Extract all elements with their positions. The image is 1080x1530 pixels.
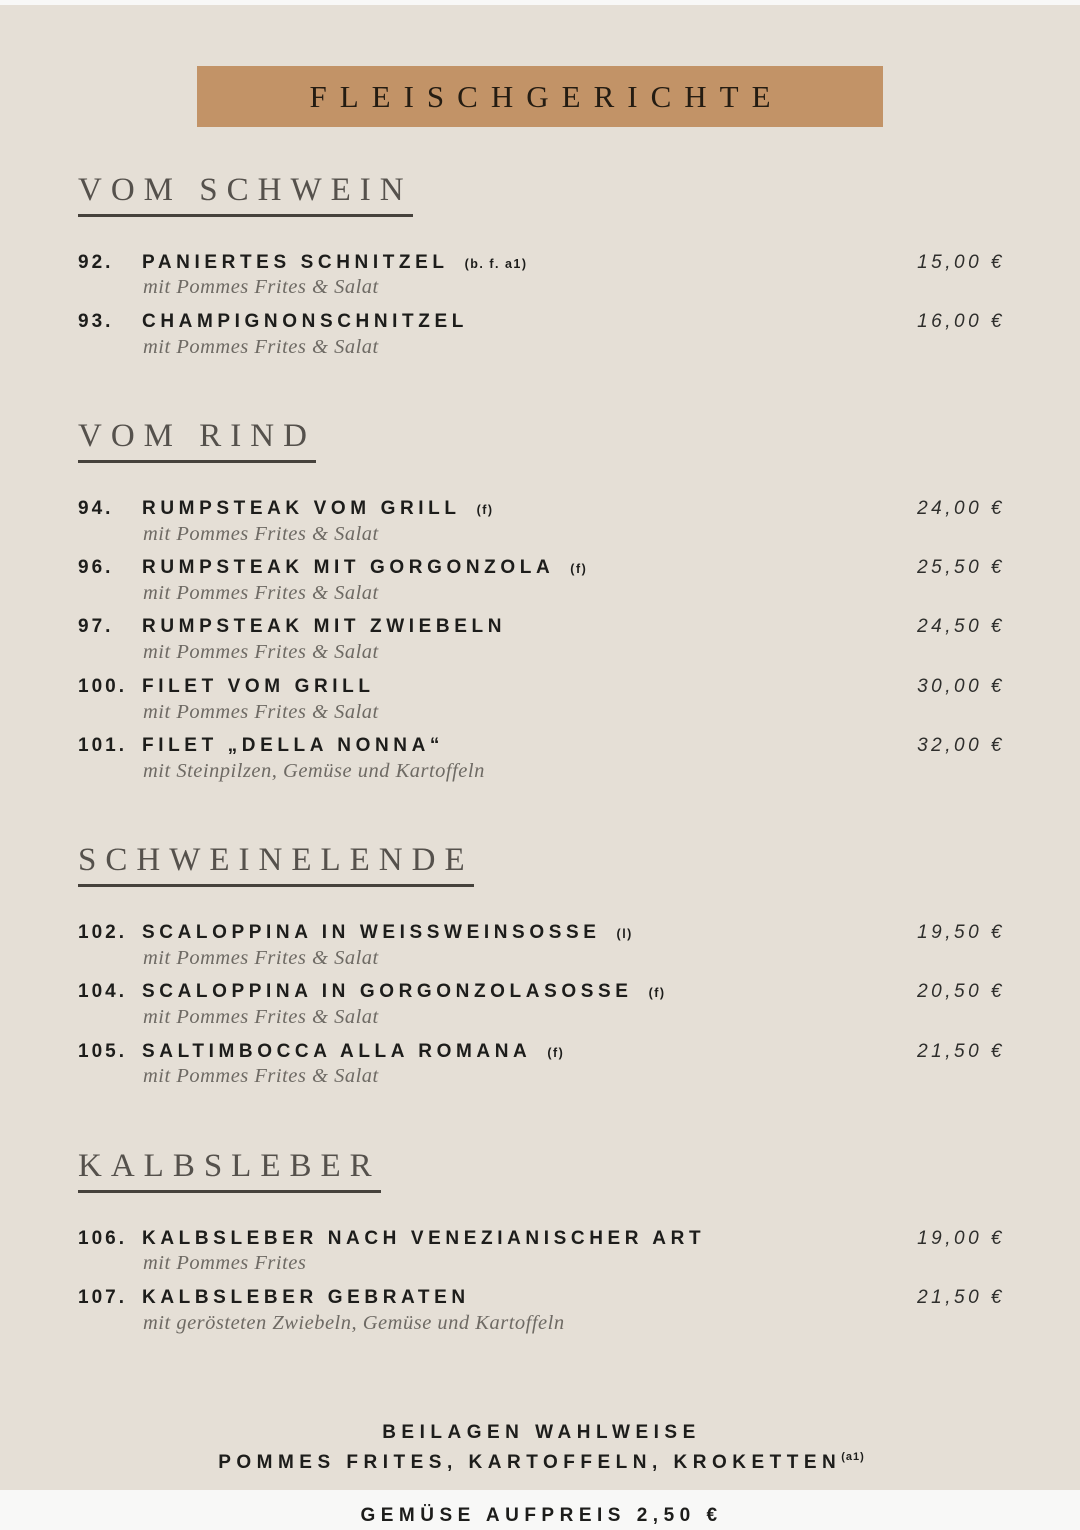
item-name: RUMPSTEAK MIT GORGONZOLA [142, 557, 555, 579]
item-description: mit Steinpilzen, Gemüse und Kartoffeln [143, 759, 485, 782]
menu-content [78, 127, 1005, 1530]
footer-sides-title: BEILAGEN WAHLWEISE [382, 1422, 701, 1444]
menu-item-102 [78, 921, 1005, 969]
item-price: 20,50 € [917, 981, 1005, 1003]
page-title: FLEISCHGERICHTE [309, 78, 784, 114]
item-description: mit Pommes Frites & Salat [143, 641, 379, 664]
item-name: SCALOPPINA IN GORGONZOLASOSSE [142, 981, 633, 1003]
item-price: 21,50 € [917, 1286, 1005, 1308]
section-schweinelende [78, 793, 1005, 1088]
item-name: KALBSLEBER GEBRATEN [142, 1286, 470, 1308]
allergen-note: (f) [547, 1045, 565, 1060]
item-price: 32,00 € [917, 735, 1005, 757]
item-price: 24,00 € [917, 497, 1005, 519]
section-heading: SCHWEINELENDE [78, 843, 474, 887]
item-number: 94. [78, 497, 114, 519]
item-number: 107. [78, 1286, 127, 1308]
menu-item-101 [78, 734, 1005, 782]
item-price: 16,00 € [917, 310, 1005, 332]
allergen-note: (f) [476, 502, 494, 517]
section-kalbsleber [78, 1099, 1005, 1334]
item-description: mit Pommes Frites & Salat [143, 335, 379, 358]
item-name: RUMPSTEAK MIT ZWIEBELN [142, 616, 507, 638]
allergen-note: (l) [616, 927, 633, 941]
item-name: KALBSLEBER NACH VENEZIANISCHER ART [142, 1227, 706, 1249]
menu-item-105 [78, 1040, 1005, 1088]
item-name: FILET „DELLA NONNA“ [142, 735, 445, 757]
item-number: 102. [78, 922, 127, 943]
item-description: mit Pommes Frites [143, 1252, 307, 1275]
menu-item-96 [78, 556, 1005, 604]
footer-allergen-sup: (a1) [841, 1450, 865, 1463]
footer-vegetable-surcharge: GEMÜSE AUFPREIS 2,50 € [360, 1505, 723, 1526]
item-name: SALTIMBOCCA ALLA ROMANA [142, 1040, 532, 1062]
section-heading: KALBSLEBER [78, 1149, 381, 1193]
item-description: mit Pommes Frites & Salat [143, 1065, 379, 1088]
menu-page [0, 5, 1080, 1526]
item-number: 93. [78, 310, 114, 332]
item-number: 92. [78, 251, 114, 273]
footer-sides-options [78, 1448, 1005, 1477]
menu-item-97 [78, 615, 1005, 663]
item-number: 106. [78, 1227, 127, 1249]
section-heading: VOM SCHWEIN [78, 173, 413, 217]
item-name: PANIERTES SCHNITZEL [142, 251, 449, 273]
menu-item-100 [78, 675, 1005, 723]
item-number: 105. [78, 1040, 127, 1062]
menu-footer [78, 1418, 1005, 1530]
item-name: RUMPSTEAK VOM GRILL [142, 497, 461, 519]
item-number: 104. [78, 981, 127, 1003]
allergen-note: (b. f. a1) [464, 256, 528, 271]
section-vom-schwein [78, 127, 1005, 358]
item-number: 101. [78, 735, 127, 757]
item-price: 21,50 € [917, 1040, 1005, 1062]
item-description: mit Pommes Frites & Salat [143, 276, 379, 299]
item-price: 30,00 € [917, 675, 1005, 697]
item-name: CHAMPIGNONSCHNITZEL [142, 310, 468, 332]
item-description: mit Pommes Frites & Salat [143, 522, 379, 545]
item-price: 15,00 € [917, 251, 1005, 273]
section-heading: VOM RIND [78, 419, 316, 463]
item-name: SCALOPPINA IN WEISSWEINSOSSE [142, 922, 601, 943]
menu-item-104 [78, 980, 1005, 1028]
menu-item-92 [78, 251, 1005, 299]
item-description: mit Pommes Frites & Salat [143, 1006, 379, 1029]
menu-title-bar [197, 66, 883, 127]
section-vom-rind [78, 369, 1005, 782]
allergen-note: (f) [648, 986, 666, 1001]
menu-item-93 [78, 310, 1005, 358]
allergen-note: (f) [570, 562, 588, 577]
item-price: 19,50 € [917, 922, 1005, 943]
item-description: mit Pommes Frites & Salat [143, 581, 379, 604]
footer-sides-options-text: POMMES FRITES, KARTOFFELN, KROKETTEN [218, 1451, 842, 1473]
item-description: mit Pommes Frites & Salat [143, 946, 379, 969]
item-description: mit Pommes Frites & Salat [143, 700, 379, 723]
item-price: 19,00 € [917, 1227, 1005, 1249]
item-name: FILET VOM GRILL [142, 675, 375, 697]
item-price: 25,50 € [917, 557, 1005, 579]
item-number: 100. [78, 675, 127, 697]
item-number: 97. [78, 616, 114, 638]
item-number: 96. [78, 557, 114, 579]
menu-item-107 [78, 1286, 1005, 1334]
item-description: mit gerösteten Zwiebeln, Gemüse und Kartoffeln [143, 1311, 565, 1334]
menu-item-106 [78, 1227, 1005, 1275]
menu-item-94 [78, 497, 1005, 545]
item-price: 24,50 € [917, 616, 1005, 638]
